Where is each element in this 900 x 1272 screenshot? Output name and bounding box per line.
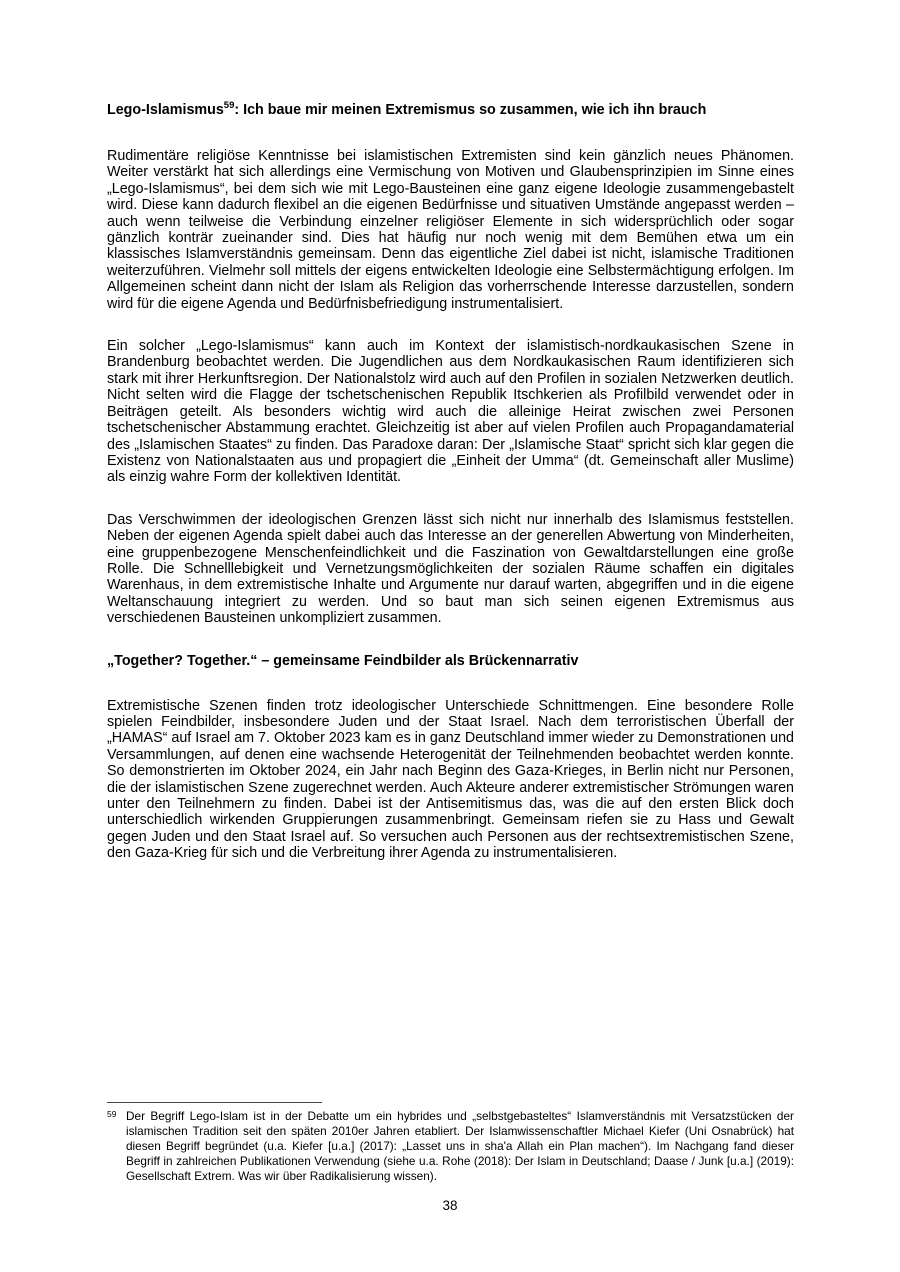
page-content: [107, 102, 794, 888]
footnote-marker: 59: [107, 1109, 117, 1119]
body-paragraph: Ein solcher „Lego-Islamismus“ kann auch im Kontext der islamistisch-nordkaukasischen Szene in Brandenburg beobachtet werden. Die Jugendlichen aus dem Nordkaukasischen Raum identifizieren sich stark mit ihrer Herkunftsregion. Der Nationalstolz wird auch auf den Profilen in sozialen Netzwerken deutlich. Nicht selten wird die Flagge der tschetschenischen Republik Itschkerien als Profilbild verwendet oder in Beiträgen geteilt. Als besonders wichtig wird auch die alleinige Heirat zwischen zwei Personen tschetschenischer Abstammung erachtet. Gleichzeitig ist aber auf vielen Profilen auch Propagandamaterial des „Islamischen Staates“ zu finden. Das Paradoxe daran: Der „Islamische Staat“ spricht sich klar gegen die Existenz von Nationalstaaten aus und propagiert die „Einheit der Umma“ (dt. Gemeinschaft aller Muslime) als einzig wahre Form der kollektiven Identität.: [107, 338, 794, 486]
footnote-separator: [107, 1102, 322, 1103]
section-heading-text: Lego-Islamismus: [107, 102, 224, 118]
footnote-block: [107, 1102, 794, 1184]
section-heading: [107, 102, 794, 119]
body-paragraph: Extremistische Szenen finden trotz ideologischer Unterschiede Schnittmengen. Eine besondere Rolle spielen Feindbilder, insbesondere Juden und der Staat Israel. Nach dem terroristischen Überfall der „HAMAS“ auf Israel am 7. Oktober 2023 kam es in ganz Deutschland immer wieder zu Demonstrationen und Versammlungen, auf denen eine wachsende Heterogenität der Teilnehmenden beobachtet werden konnte. So demonstrierten im Oktober 2024, ein Jahr nach Beginn des Gaza-Krieges, in Berlin nicht nur Personen, die der islamistischen Szene zugerechnet werden. Auch Akteure anderer extremistischer Strömungen waren unter den Teilnehmern zu finden. Dabei ist der Antisemitismus das, was die auf den ersten Blick doch unterschiedlich wirkenden Gruppierungen zusammenbringt. Gemeinsam riefen sie zu Hass und Gewalt gegen Juden und den Staat Israel auf. So versuchen auch Personen aus der rechtsextremistischen Szene, den Gaza-Krieg für sich und die Verbreitung ihrer Agenda zu instrumentalisieren.: [107, 697, 794, 862]
subsection-heading: „Together? Together.“ – gemeinsame Feindbilder als Brückennarrativ: [107, 652, 579, 669]
footnote: [107, 1109, 794, 1184]
page-number: 38: [442, 1198, 458, 1213]
body-paragraph: Rudimentäre religiöse Kenntnisse bei islamistischen Extremisten sind kein gänzlich neues Phänomen. Weiter verstärkt hat sich allerdings eine Vermischung von Motiven und Glaubensprinzipien im Sinne eines „Lego-Islamismus“, bei dem sich wie mit Lego-Bausteinen eine ganz eigene Ideologie zusammengebastelt wird. Diese kann dadurch flexibel an die eigenen Bedürfnisse und situativen Umstände angepasst werden – auch wenn teilweise die Verbindung einzelner religiöser Elemente in sich widersprüchlich oder sogar gänzlich konträr zueinander sind. Dies hat häufig nur noch wenig mit dem Bemühen etwa um ein klassisches Islamverständnis gemeinsam. Denn das eigentliche Ziel dabei ist nicht, islamische Traditionen weiterzuführen. Vielmehr soll mittels der eigens entwickelten Ideologie eine Selbstermächtigung erfolgen. Im Allgemeinen scheint dann nicht der Islam als Religion das vorherrschende Interesse darzustellen, sondern wird für die eigene Agenda und Bedürfnisbefriedigung instrumentalisiert.: [107, 148, 794, 312]
section-heading-tail: : Ich baue mir meinen Extremismus so zusammen, wie ich ihn brauch: [234, 102, 707, 118]
footnote-reference: 59: [223, 100, 235, 112]
body-paragraph: Das Verschwimmen der ideologischen Grenzen lässt sich nicht nur innerhalb des Islamismus feststellen. Neben der eigenen Agenda spielt dabei auch das Interesse an der generellen Abwertung von Minderheiten, eine gruppenbezogene Menschenfeindlichkeit und die Faszination von Gewaltdarstellungen eine große Rolle. Die Schnelllebigkeit und Vernetzungsmöglichkeiten der sozialen Räume schaffen ein digitales Warenhaus, in dem extremistische Inhalte und Argumente nur darauf warten, abgegriffen und in die eigene Weltanschauung integriert zu werden. Und so baut man sich seinen eigenen Extremismus aus verschiedenen Bausteinen unkompliziert zusammen.: [107, 511, 794, 627]
footnote-text: Der Begriff Lego-Islam ist in der Debatte um ein hybrides und „selbstgebasteltes“ Islamverständnis mit Versatzstücken der islamischen Tradition seit den späten 2010er Jahren etabliert. Der Islamwissenschaftler Michael Kiefer (Uni Osnabrück) hat diesen Begriff begründet (u.a. Kiefer [u.a.] (2017): „Lasset uns in sha'a Allah ein Plan machen“). Im Nachgang fand dieser Begriff in zahlreichen Publikationen Verwendung (siehe u.a. Rohe (2018): Der Islam in Deutschland; Daase / Junk [u.a.] (2019): Gesellschaft Extrem. Was wir über Radikalisierung wissen).: [126, 1109, 794, 1183]
